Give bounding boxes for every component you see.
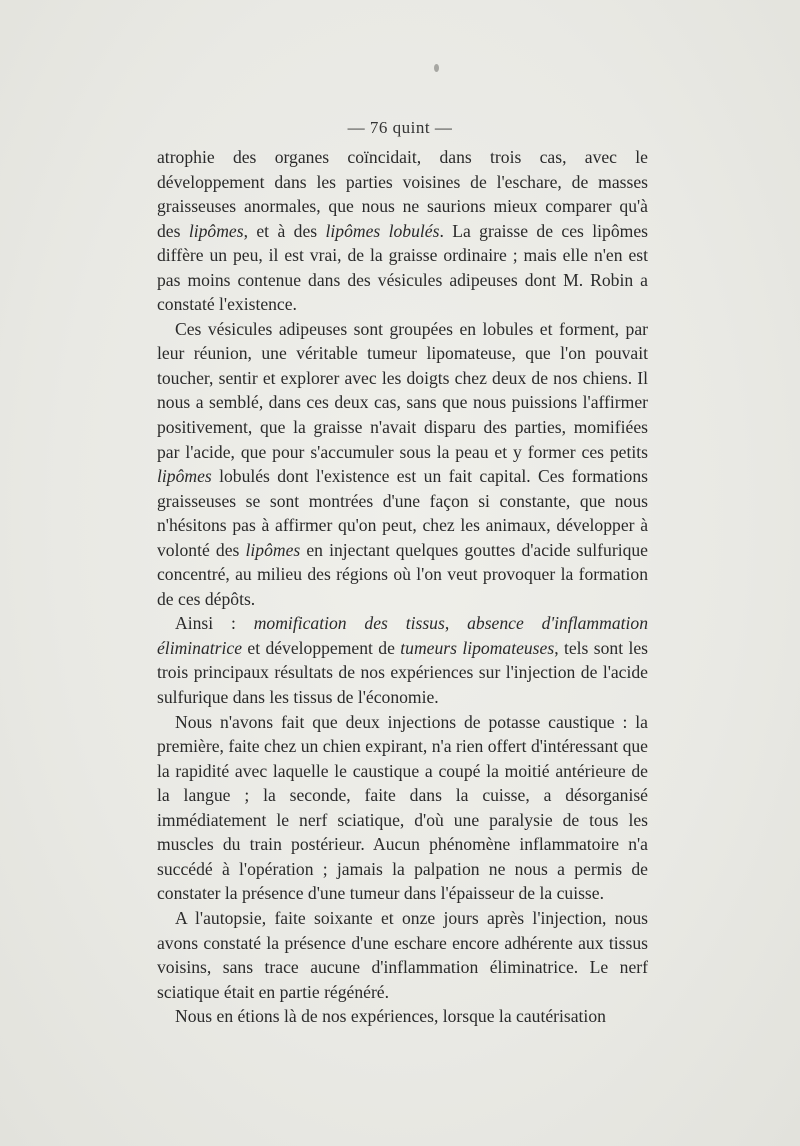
italic-text: lipômes lobulés: [325, 220, 440, 241]
text-run: en injectant quelques gouttes d'acide sulfurique concentré, au milieu des régions où l'on veut provoquer la formation de ces dépôts.: [157, 539, 648, 609]
text-run: lobulés dont l'existence est un fait capital. Ces formations graisseuses se sont montrées d'une façon si constante, que nous n'hésitons pas à affirmer qu'on peut, chez les animaux, développer à volonté des: [157, 466, 648, 560]
text-run: Ainsi :: [175, 613, 254, 634]
paragraph: [157, 906, 648, 1004]
text-run: ,: [444, 613, 468, 634]
text-run: . La graisse de ces lipômes diffère un peu, il est vrai, de la graisse ordinaire ; mais elle n'en est pas moins contenue dans des vésicules adipeuses dont M. Robin a constaté l'existence.: [157, 220, 648, 315]
page-header: — 76 quint —: [347, 118, 453, 137]
paragraph: [157, 1004, 648, 1029]
text-run: atrophie des organes coïncidait, dans trois cas, avec le développement dans les parties voisines de l'eschare, de masses graisseuses anormales, que nous ne saurions mieux comparer qu'à des: [157, 147, 648, 241]
text-run: Nous n'avons fait que deux injections de potasse caustique : la première, faite chez un chien expirant, n'a rien offert d'intéressant que la rapidité avec laquelle le caustique a coupé la moitié antérieure de la langue ; la seconde, faite dans la cuisse, a désorganisé immédiatement le nerf sciatique, d'où une paralysie de tous les muscles du train postérieur. Aucun phénomène inflammatoire n'a succédé à l'opération ; jamais la palpation ne nous a permis de constater la présence d'une tumeur dans l'épaisseur de la cuisse.: [157, 711, 648, 904]
italic-text: lipômes: [188, 220, 244, 241]
text-run: Nous en étions là de nos expériences, lorsque la cautérisation: [175, 1006, 606, 1027]
italic-text: momification des tissus: [253, 613, 445, 634]
paragraph: [157, 710, 648, 906]
text-run: Ces vésicules adipeuses sont groupées en lobules et forment, par leur réunion, une véritable tumeur lipomateuse, que l'on pouvait toucher, sentir et explorer avec les doigts chez deux de nos chiens. Il nous a semblé, dans ces deux cas, sans que nous puissions l'affirmer positivement, que la graisse n'avait disparu des parties, momifiées par l'acide, que pour s'accumuler sous la peau et y former ces petits: [157, 318, 648, 462]
text-run: A l'autopsie, faite soixante et onze jours après l'injection, nous avons constaté la présence d'une eschare encore adhérente aux tissus voisins, sans trace aucune d'inflammation éliminatrice. Le nerf sciatique était en partie régénéré.: [157, 907, 648, 1002]
paragraph: [157, 317, 648, 612]
text-run: et développement de: [242, 637, 401, 658]
italic-text: lipômes: [245, 539, 301, 560]
italic-text: tumeurs lipomateuses: [400, 637, 555, 658]
paragraph: [157, 611, 648, 709]
text-run: , et à des: [243, 220, 326, 241]
body-text: [157, 145, 648, 1029]
italic-text: lipômes: [157, 466, 212, 487]
text-run: , tels sont les trois principaux résultats de nos expériences sur l'injection de l'acide sulfurique dans les tissus de l'économie.: [157, 637, 649, 708]
paragraph: [157, 145, 648, 317]
italic-text: absence d'inflammation éliminatrice: [157, 613, 649, 658]
ink-speck: [434, 64, 439, 72]
